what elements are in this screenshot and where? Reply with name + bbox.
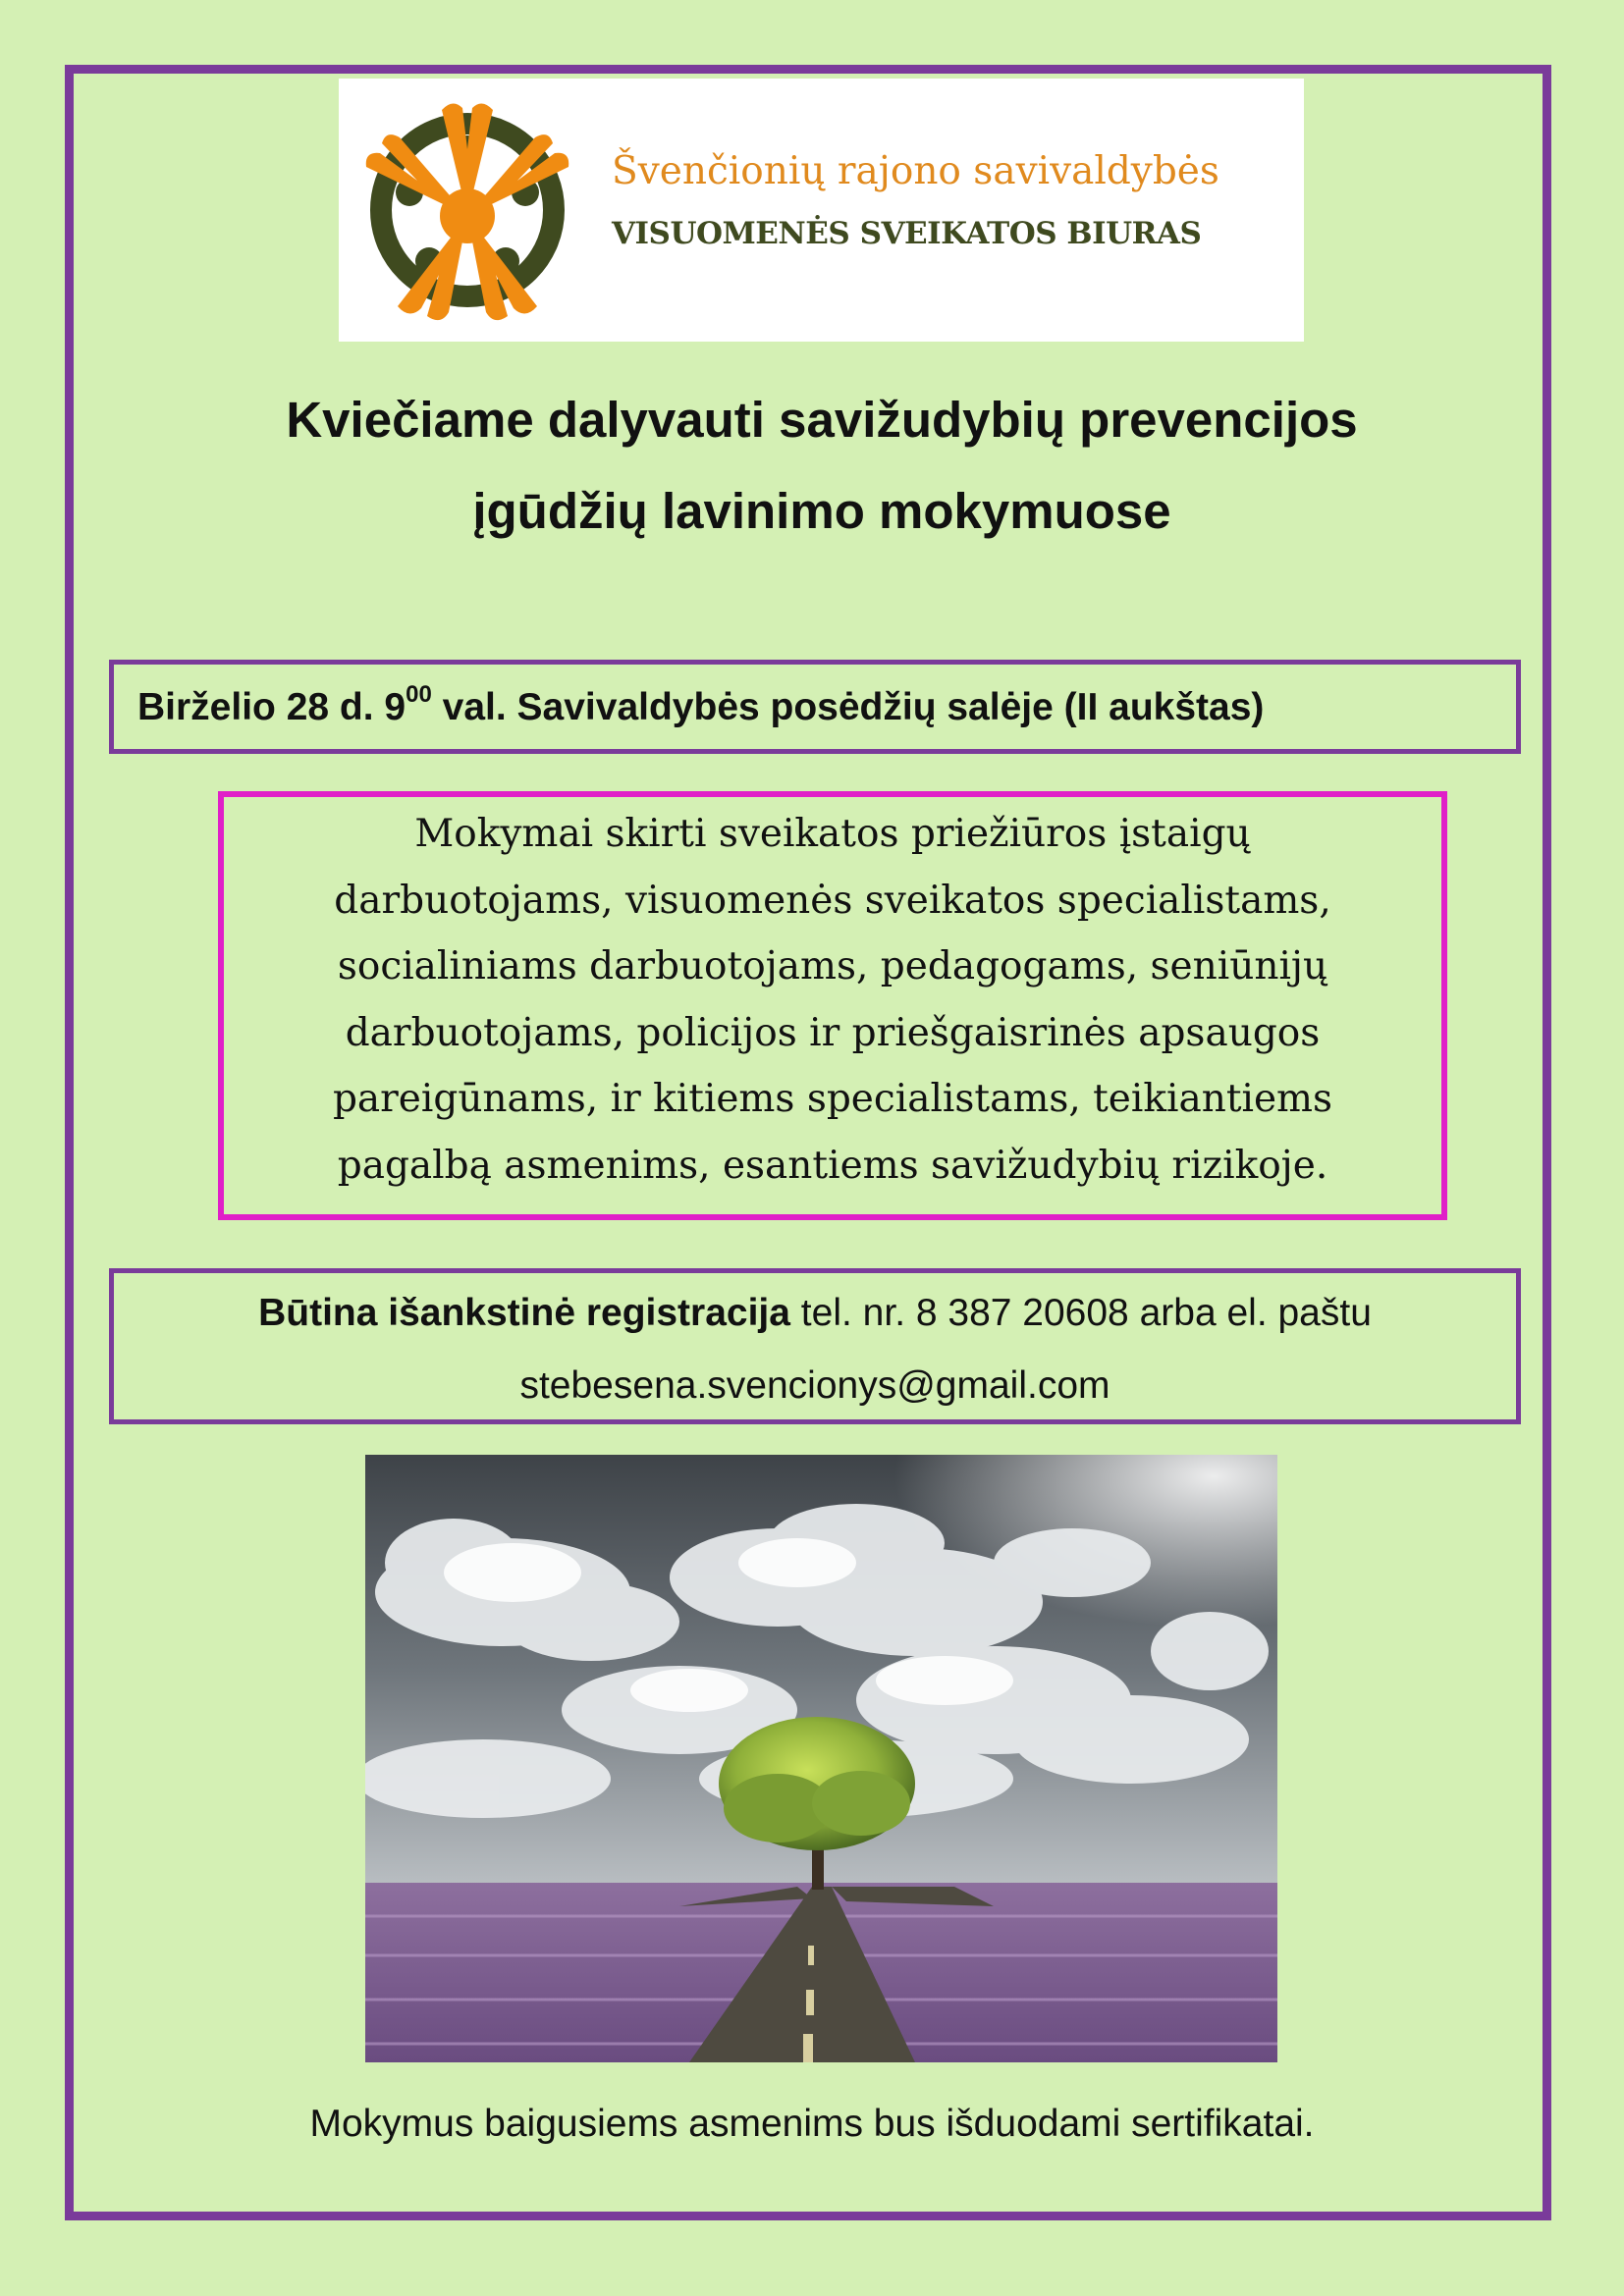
logo-org-line1: Švenčionių rajono savivaldybės [612,149,1219,193]
event-time-minutes: 00 [406,681,432,708]
headline-line1: Kviečiame dalyvauti savižudybių prevencijos [286,392,1358,448]
logo-emblem-icon [358,90,576,330]
footer-note: Mokymus baigusiems asmenims bus išduodami sertifikatai. [309,2103,1315,2145]
audience-line: socialiniams darbuotojams, pedagogams, seniūnijų [337,944,1328,988]
event-date-suffix: val. Savivaldybės posėdžių salėje (II aukštas) [431,686,1265,728]
event-date-box [109,660,1521,754]
audience-line: darbuotojams, visuomenės sveikatos specialistams, [334,878,1331,923]
registration-contact: tel. nr. 8 387 20608 arba el. paštu [789,1292,1372,1334]
audience-line: pareigūnams, ir kitiems specialistams, teikiantiems [332,1077,1333,1121]
audience-line: pagalbą asmenims, esantiems savižudybių rizikoje. [337,1143,1328,1188]
audience-box [218,791,1447,1220]
logo-banner [339,79,1304,342]
audience-line: darbuotojams, policijos ir priešgaisrinės apsaugos [345,1010,1321,1055]
landscape-photo [365,1455,1277,2062]
event-date-prefix: Birželio 28 d. 9 [137,686,406,728]
logo-org-line2: VISUOMENĖS SVEIKATOS BIURAS [612,216,1202,251]
headline-line2: įgūdžių lavinimo mokymuose [472,483,1171,539]
registration-box [109,1268,1521,1424]
registration-email[interactable]: stebesena.svencionys@gmail.com [519,1364,1110,1407]
audience-line: Mokymai skirti sveikatos priežiūros įstaigų [414,812,1251,856]
registration-label: Būtina išankstinė registracija [258,1292,790,1334]
